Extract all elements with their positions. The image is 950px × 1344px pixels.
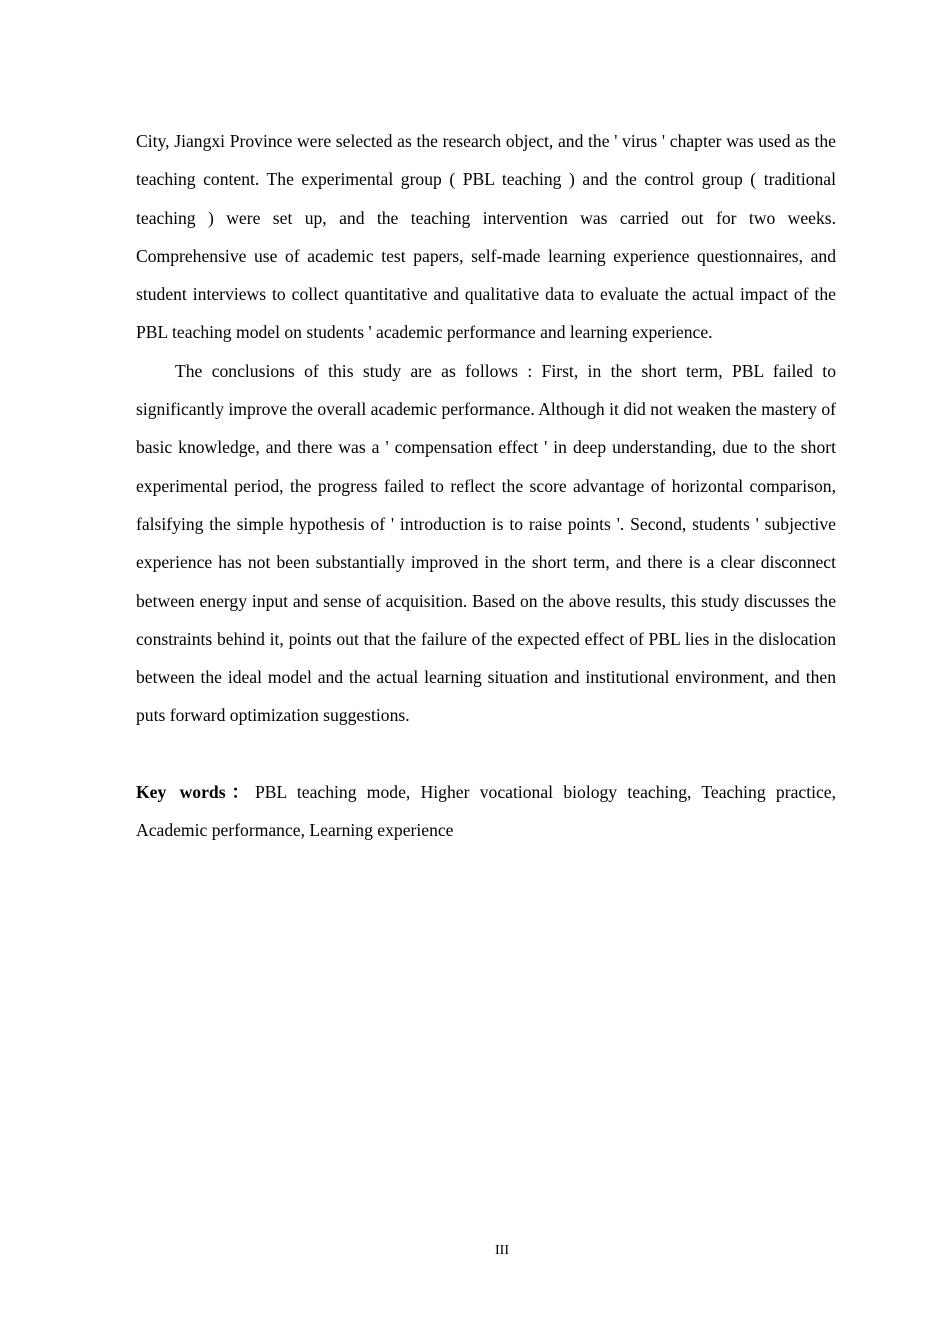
abstract-paragraph-continued: City, Jiangxi Province were selected as the research object, and the ' virus ' chapter was used as the teaching content. The experimental group ( PBL teaching ) and the control group ( traditional teaching ) were set up, and the teaching intervention was carried out for two weeks. Comprehensive use of academic test papers, self-made learning experience questionnaires, and student interviews to collect quantitative and qualitative data to evaluate the actual impact of the PBL teaching model on students ' academic performance and learning experience.	[136, 131, 836, 343]
abstract-body	[136, 122, 836, 849]
keywords-label: Key words：	[136, 781, 255, 802]
abstract-paragraph-conclusions: The conclusions of this study are as follows : First, in the short term, PBL failed to significantly improve the overall academic performance. Although it did not weaken the mastery of basic knowledge, and there was a ' compensation effect ' in deep understanding, due to the short experimental period, the progress failed to reflect the score advantage of horizontal comparison, falsifying the simple hypothesis of ' introduction is to raise points '. Second, students ' subjective experience has not been substantially improved in the short term, and there is a clear disconnect between energy input and sense of acquisition. Based on the above results, this study discusses the constraints behind it, points out that the failure of the expected effect of PBL lies in the dislocation between the ideal model and the actual learning situation and institutional environment, and then puts forward optimization suggestions.	[136, 360, 836, 726]
keywords-line	[136, 773, 836, 850]
page-number: III	[495, 1243, 509, 1258]
keywords-text: PBL teaching mode, Higher vocational biology teaching, Teaching practice, Academic performance, Learning experience	[136, 781, 836, 841]
